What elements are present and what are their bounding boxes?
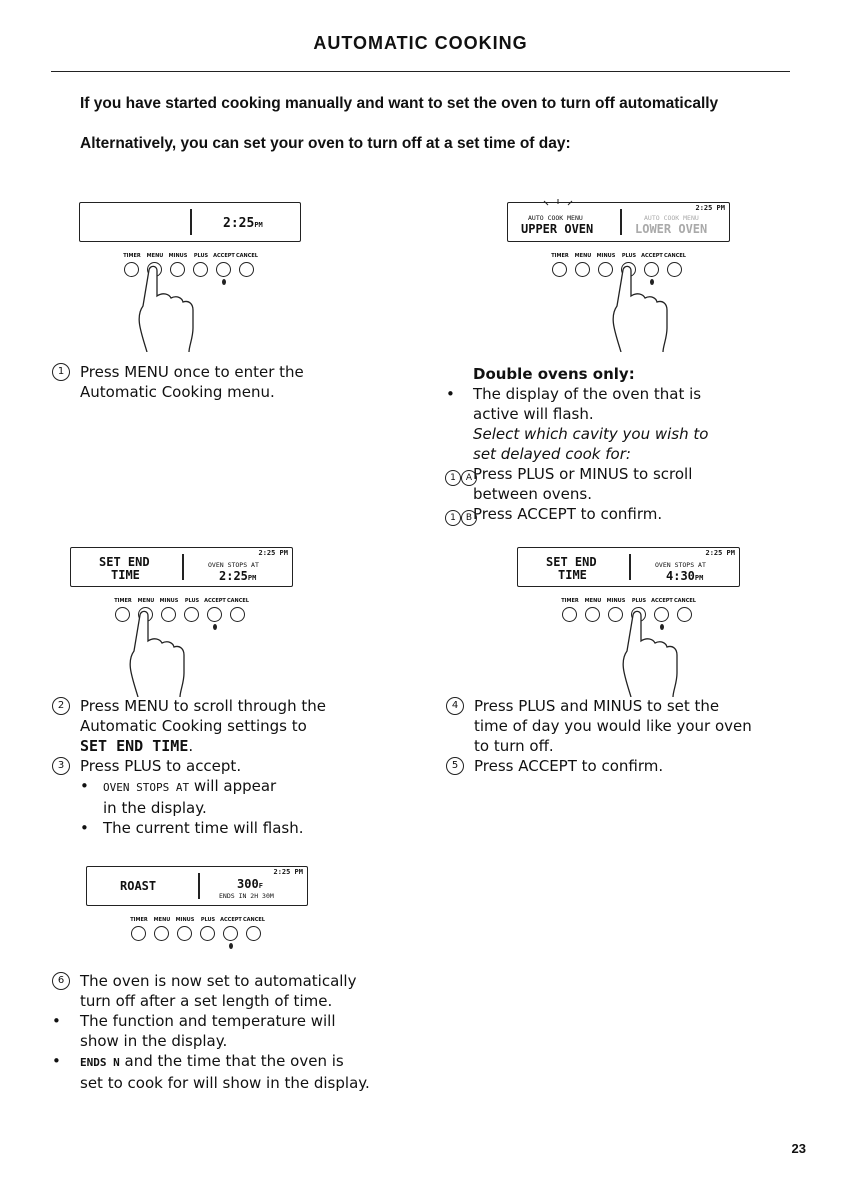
plus-label: PLUS: [193, 253, 209, 259]
timer-label: TIMER: [130, 917, 148, 923]
display-left-line2: TIME: [558, 568, 587, 582]
accept-indicator: [229, 943, 233, 949]
lower-small-label: AUTO COOK MENU: [644, 214, 699, 222]
timer-button[interactable]: [552, 262, 567, 277]
plus-label: PLUS: [631, 598, 647, 604]
cancel-label: CANCEL: [236, 253, 258, 259]
display-function: ROAST: [120, 879, 157, 893]
substep-letter: B: [461, 510, 477, 526]
display-temp: 300: [237, 877, 259, 891]
menu-button[interactable]: [585, 607, 600, 622]
page-number: 23: [791, 1141, 806, 1156]
step-text: .: [188, 737, 194, 755]
menu-button[interactable]: [154, 926, 169, 941]
bullet: •: [52, 1052, 61, 1070]
step-text: Press MENU once to enter the: [80, 363, 304, 381]
accept-label: ACCEPT: [220, 917, 242, 923]
step-text: Press PLUS and MINUS to set the: [474, 697, 720, 715]
upper-oven-label: UPPER OVEN: [521, 222, 594, 236]
oven-display: [507, 202, 730, 242]
display-left-line2: TIME: [111, 568, 140, 582]
bullet-text: The function and temperature will: [80, 1012, 336, 1030]
timer-button[interactable]: [131, 926, 146, 941]
accept-indicator: [213, 624, 217, 630]
oven-display: [70, 547, 293, 587]
step-text: Automatic Cooking settings to: [80, 717, 307, 735]
menu-label: MENU: [146, 253, 164, 259]
timer-label: TIMER: [114, 598, 132, 604]
display-clock: 2:25 PM: [695, 204, 725, 212]
intro-line-2: Alternatively, you can set your oven to turn off at a set time of day:: [80, 135, 571, 152]
substep-number: 1: [445, 510, 461, 526]
step-text: Press ACCEPT to confirm.: [474, 757, 664, 775]
display-left-line1: SET END: [99, 555, 150, 569]
step-text: turn off after a set length of time.: [80, 992, 333, 1010]
control-panel-5: [86, 866, 312, 956]
step-1: [52, 362, 352, 402]
menu-label: MENU: [153, 917, 171, 923]
display-clock: 2:25 PM: [705, 549, 735, 557]
step-text: to turn off.: [474, 737, 554, 755]
display-clock: 2:25 PM: [258, 549, 288, 557]
bullet-text: The current time will flash.: [103, 819, 304, 837]
oven-display: [79, 202, 301, 242]
bullet-text: active will flash.: [473, 405, 594, 423]
plus-label: PLUS: [184, 598, 200, 604]
plus-button[interactable]: [200, 926, 215, 941]
control-panel-4: [517, 547, 743, 697]
control-panel-2: [507, 202, 731, 352]
upper-small-label: AUTO COOK MENU: [528, 214, 583, 222]
minus-label: MINUS: [175, 917, 195, 923]
bullet-text: The display of the oven that is: [473, 385, 702, 403]
timer-label: TIMER: [123, 253, 141, 259]
cancel-label: CANCEL: [227, 598, 249, 604]
instruction-text: Select which cavity you wish to: [473, 425, 709, 443]
oven-display: [517, 547, 740, 587]
instruction-text: set delayed cook for:: [473, 445, 631, 463]
accept-label: ACCEPT: [651, 598, 673, 604]
display-left-line1: SET END: [546, 555, 597, 569]
step-number: 3: [52, 757, 70, 775]
cancel-button[interactable]: [230, 607, 245, 622]
accept-indicator: [222, 279, 226, 285]
display-ampm: PM: [694, 574, 704, 582]
step-6: [52, 971, 412, 1093]
accept-label: ACCEPT: [213, 253, 235, 259]
display-time: 2:25: [219, 569, 248, 583]
timer-button[interactable]: [562, 607, 577, 622]
double-ovens-section: [446, 364, 786, 524]
cancel-button[interactable]: [246, 926, 261, 941]
substep-text: Press ACCEPT to confirm.: [473, 505, 663, 523]
bullet: •: [52, 1012, 61, 1030]
accept-button[interactable]: [207, 607, 222, 622]
cancel-label: CANCEL: [243, 917, 265, 923]
step-number: 5: [446, 757, 464, 775]
bullet-text: will appear: [189, 777, 277, 795]
step-text: Press PLUS to accept.: [80, 757, 242, 775]
display-time: 4:30: [666, 569, 695, 583]
plus-label: PLUS: [200, 917, 216, 923]
step-text: time of day you would like your oven: [474, 717, 752, 735]
display-ampm: PM: [247, 574, 257, 582]
pointing-hand-icon: [593, 262, 683, 352]
step-number: 4: [446, 697, 464, 715]
step-text: Press MENU to scroll through the: [80, 697, 326, 715]
cancel-label: CANCEL: [664, 253, 686, 259]
bullet: •: [80, 819, 89, 837]
step-number: 2: [52, 697, 70, 715]
pointing-hand-icon: [110, 607, 200, 697]
display-clock: 2:25 PM: [273, 868, 303, 876]
step-3: [52, 756, 392, 838]
minus-button[interactable]: [177, 926, 192, 941]
step-5: [446, 756, 786, 776]
pointing-hand-icon: [603, 607, 693, 697]
menu-button[interactable]: [575, 262, 590, 277]
control-panel-1: [79, 202, 303, 352]
header-divider: [51, 71, 790, 72]
bullet-text: and the time that the oven is: [119, 1052, 344, 1070]
lcd-text: ENDS N: [80, 1056, 120, 1069]
timer-label: TIMER: [561, 598, 579, 604]
lcd-text: OVEN STOPS AT: [103, 781, 190, 794]
step-2: [52, 696, 392, 756]
step-text: The oven is now set to automatically: [80, 972, 357, 990]
substep-number: 1: [445, 470, 461, 486]
accept-button[interactable]: [223, 926, 238, 941]
step-text: Automatic Cooking menu.: [80, 383, 275, 401]
minus-label: MINUS: [606, 598, 626, 604]
pointing-hand-icon: [119, 262, 209, 352]
cancel-button[interactable]: [239, 262, 254, 277]
menu-label: MENU: [574, 253, 592, 259]
display-small-label: OVEN STOPS AT: [655, 561, 706, 569]
display-unit: F: [258, 882, 263, 890]
lower-oven-label: LOWER OVEN: [635, 222, 708, 236]
step-4: [446, 696, 786, 756]
substep-text: between ovens.: [473, 485, 593, 503]
display-small-label: OVEN STOPS AT: [208, 561, 259, 569]
substep-text: Press PLUS or MINUS to scroll: [473, 465, 693, 483]
menu-label: MENU: [584, 598, 602, 604]
step-number: 6: [52, 972, 70, 990]
bullet-text: in the display.: [103, 799, 207, 817]
lcd-text: SET END TIME: [80, 737, 189, 755]
oven-display: [86, 866, 308, 906]
intro-line-1: If you have started cooking manually and want to set the oven to turn off automatically: [80, 95, 719, 112]
accept-label: ACCEPT: [204, 598, 226, 604]
display-time: 2:25: [223, 216, 255, 231]
section-heading: Double ovens only:: [473, 365, 635, 383]
menu-label: MENU: [137, 598, 155, 604]
bullet: •: [446, 385, 455, 403]
timer-label: TIMER: [551, 253, 569, 259]
minus-label: MINUS: [596, 253, 616, 259]
substep-letter: A: [461, 470, 477, 486]
minus-label: MINUS: [159, 598, 179, 604]
minus-label: MINUS: [168, 253, 188, 259]
bullet-text: show in the display.: [80, 1032, 228, 1050]
display-small-label: ENDS IN 2H 30M: [219, 892, 274, 900]
control-panel-3: [70, 547, 296, 697]
page-title: AUTOMATIC COOKING: [313, 33, 528, 53]
plus-label: PLUS: [621, 253, 637, 259]
cancel-label: CANCEL: [674, 598, 696, 604]
accept-label: ACCEPT: [641, 253, 663, 259]
step-number: 1: [52, 363, 70, 381]
display-ampm: PM: [254, 221, 263, 229]
bullet-text: set to cook for will show in the display.: [80, 1074, 370, 1092]
bullet: •: [80, 777, 89, 795]
accept-button[interactable]: [216, 262, 231, 277]
flash-indicator-icon: [538, 199, 578, 207]
